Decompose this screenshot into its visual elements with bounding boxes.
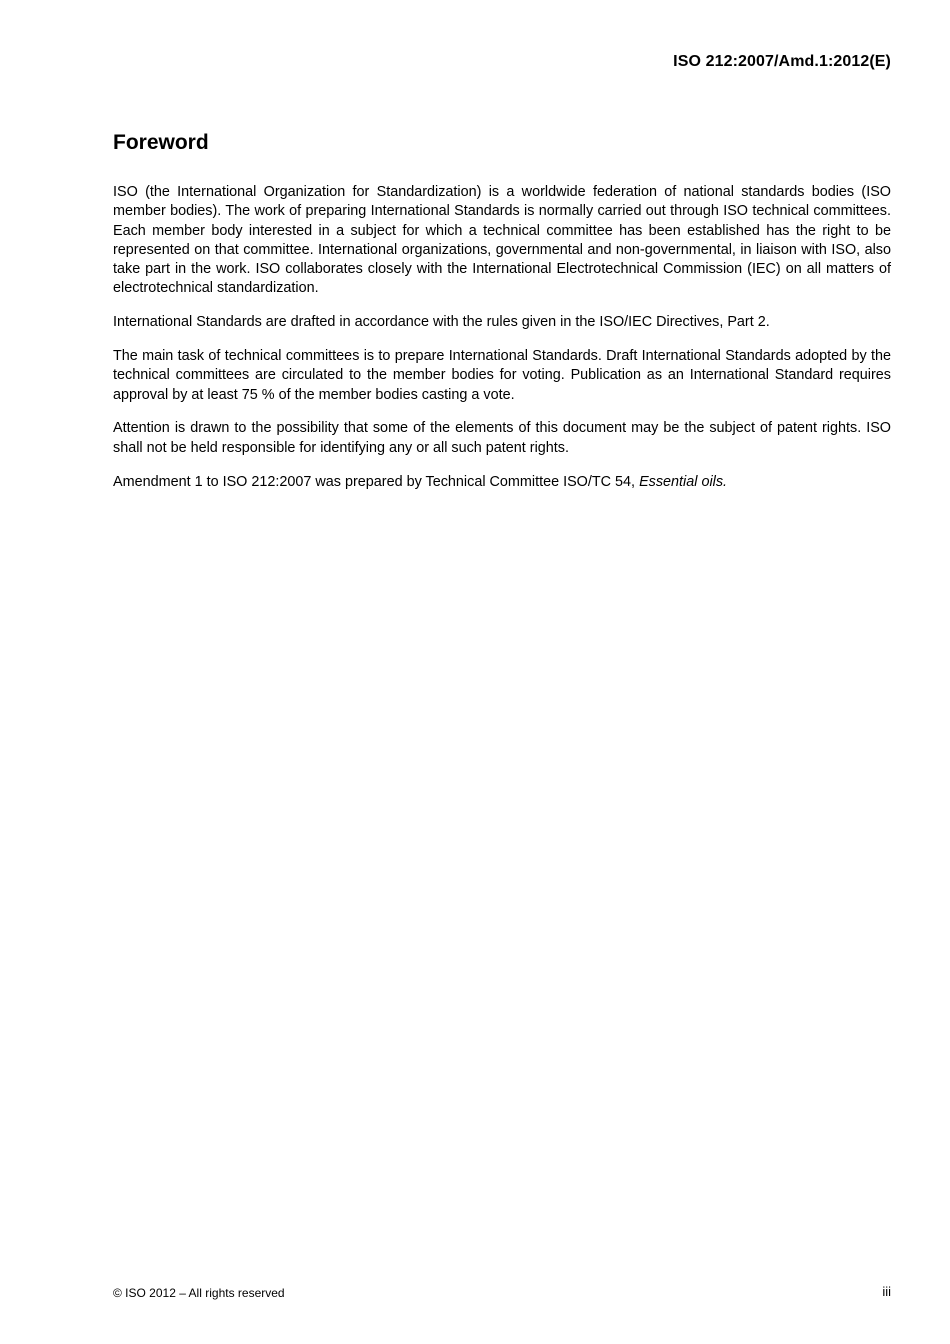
page-title: Foreword xyxy=(113,131,209,154)
amendment-text: Amendment 1 to ISO 212:2007 was prepared by Technical Committee ISO/TC 54, xyxy=(113,473,640,490)
paragraph-amendment xyxy=(113,473,891,492)
page-number: iii xyxy=(882,1284,891,1299)
paragraph-patent-rights: Attention is drawn to the possibility that some of the elements of this document may be the subject of patent rights. ISO shall not be held responsible for identifying any or all such patent rights. xyxy=(113,420,891,456)
copyright-notice: © ISO 2012 – All rights reserved xyxy=(113,1286,285,1300)
foreword-body xyxy=(113,183,891,506)
paragraph-committee-task: The main task of technical committees is to prepare International Standards. Draft International Standards adopted by the technical committees are circulated to the member bodies for voting. Publication as an International Standard requires approval by at least 75 % of the member bodies casting a vote. xyxy=(113,348,891,403)
paragraph-iso-intro: ISO (the International Organization for Standardization) is a worldwide federation of national standards bodies (ISO member bodies). The work of preparing International Standards is normally carried out through ISO technical committees. Each member body interested in a subject for which a technical committee has been established has the right to be represented on that committee. International organizations, governmental and non-governmental, in liaison with ISO, also take part in the work. ISO collaborates closely with the International Electrotechnical Commission (IEC) on all matters of electrotechnical standardization. xyxy=(113,184,891,297)
committee-title: Essential oils. xyxy=(639,473,728,490)
document-reference: ISO 212:2007/Amd.1:2012(E) xyxy=(673,53,891,70)
paragraph-directives: International Standards are drafted in accordance with the rules given in the ISO/IEC Directives, Part 2. xyxy=(113,314,770,331)
